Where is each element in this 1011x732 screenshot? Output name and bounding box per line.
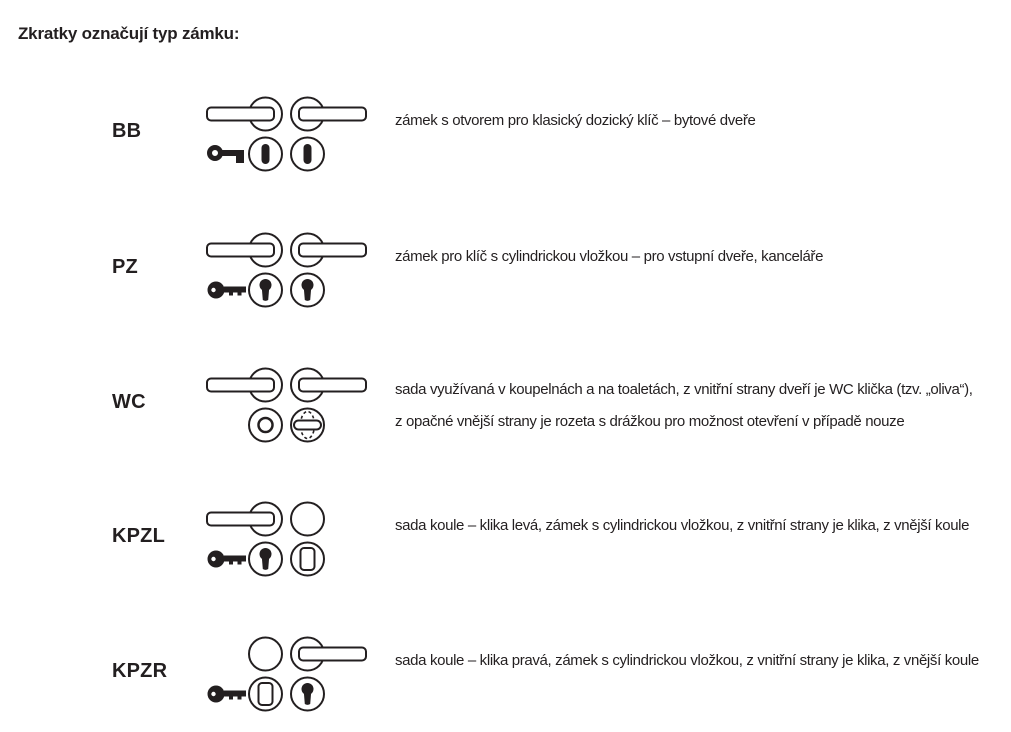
lock-type-row-kpzl [0,501,1011,579]
lock-icons-kpzr [201,636,377,714]
classic-bit-key-icon [210,148,245,164]
lock-type-code: KPZR [112,660,168,682]
blind-rosette-icon [249,678,282,711]
keyhole-rosette-pz-icon [291,678,324,711]
keyhole-rosette-pz-icon [249,274,282,307]
keyhole-rosette-pz-icon [291,274,324,307]
lock-icons-pz [201,232,377,310]
lock-type-code: WC [112,391,146,413]
lock-type-code: KPZL [112,525,166,547]
lock-icons-kpzl [201,501,377,579]
description-line: sada koule – klika levá, zámek s cylindrickou vložkou, z vnitřní strany je klika, z vnější koule [395,517,970,534]
lock-type-code: BB [112,120,142,142]
lever-handle-left-icon [207,503,282,536]
description-line: zámek pro klíč s cylindrickou vložkou – pro vstupní dveře, kanceláře [395,248,824,265]
lock-type-row-kpzr [0,636,1011,714]
description-line: zámek s otvorem pro klasický dozický klíč – bytové dveře [395,112,756,129]
lever-handle-right-icon [291,98,366,131]
lock-icons-bb [201,96,377,174]
lock-type-description [395,108,756,134]
keyhole-rosette-bb-icon [249,138,282,171]
lever-handle-right-icon [291,369,366,402]
description-line: sada koule – klika pravá, zámek s cylindrickou vložkou, z vnitřní strany je klika, z vnější koule [395,652,979,669]
description-line: sada využívaná v koupelnách a na toaletách, z vnitřní strany dveří je WC klička (tzv. „oliva“), [395,381,973,398]
lock-type-code: PZ [112,256,138,278]
lock-type-description [395,374,973,438]
emergency-rosette-icon [249,409,282,442]
lock-type-row-pz [0,232,1011,310]
lever-handle-right-icon [291,234,366,267]
round-knob-icon [249,638,282,671]
round-knob-icon [291,503,324,536]
page-title: Zkratky označují typ zámku: [18,24,240,43]
cylinder-key-icon [208,686,247,703]
lock-type-description [395,244,823,270]
cylinder-key-icon [208,551,247,568]
keyhole-rosette-pz-icon [249,543,282,576]
blind-rosette-icon [291,543,324,576]
lever-handle-left-icon [207,234,282,267]
lock-type-row-wc [0,367,1011,445]
lever-handle-left-icon [207,98,282,131]
lever-handle-right-icon [291,638,366,671]
keyhole-rosette-bb-icon [291,138,324,171]
lock-type-row-bb [0,96,1011,174]
lock-type-description [395,513,969,539]
lever-handle-left-icon [207,369,282,402]
lock-type-description [395,648,979,674]
cylinder-key-icon [208,282,247,299]
wc-turn-rosette-icon [291,409,324,442]
lock-icons-wc [201,367,377,445]
description-line: z opačné vnější strany je rozeta s drážkou pro možnost otevření v případě nouze [395,413,905,430]
